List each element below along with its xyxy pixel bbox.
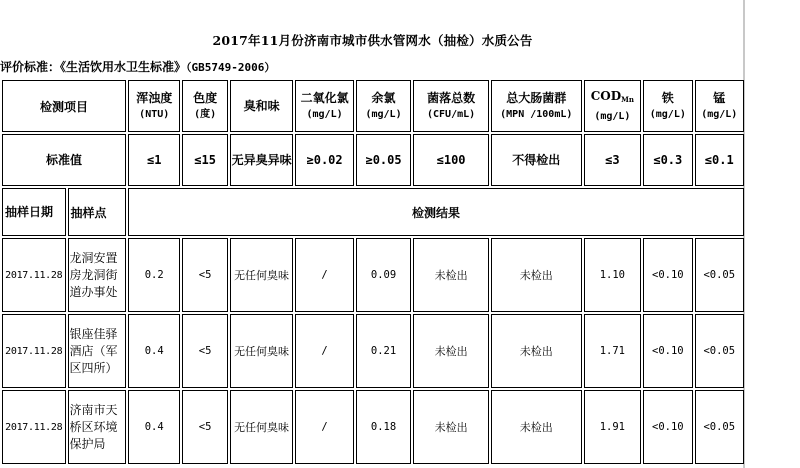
row-value: 未检出: [491, 390, 582, 464]
row-place: 龙洞安置房龙洞街道办事处: [68, 238, 127, 312]
row-value: <0.05: [695, 314, 744, 388]
header-col: CODMn (mg/L): [584, 80, 641, 132]
table-row: [2, 390, 744, 464]
row-value: 未检出: [491, 314, 582, 388]
row-value: 无任何臭味: [230, 390, 294, 464]
row-value: 0.18: [356, 390, 411, 464]
header-col: 铁 (mg/L): [643, 80, 692, 132]
row-value: 0.09: [356, 238, 411, 312]
header-col: 锰 (mg/L): [695, 80, 744, 132]
header-row: [2, 80, 744, 132]
row-value: 0.2: [128, 238, 180, 312]
row-value: <0.10: [643, 390, 692, 464]
page-title: 2017年11月份济南市城市供水管网水（抽检）水质公告: [212, 33, 533, 48]
sub-header-place: 抽样点: [68, 188, 127, 236]
water-quality-table: [0, 78, 746, 466]
table-row: [2, 314, 744, 388]
row-date: 2017.11.28: [2, 238, 66, 312]
sub-header-row: [2, 188, 744, 236]
standard-value: 不得检出: [491, 134, 582, 186]
sub-header-results: 检测结果: [128, 188, 744, 236]
row-value: 未检出: [491, 238, 582, 312]
standard-row-label: 标准值: [2, 134, 126, 186]
row-value: 未检出: [413, 238, 489, 312]
standard-value: 无异臭异味: [230, 134, 294, 186]
row-value: /: [295, 390, 353, 464]
header-col: 总大肠菌群 (MPN /100mL): [491, 80, 582, 132]
standard-value: ≤0.3: [643, 134, 692, 186]
row-value: 1.71: [584, 314, 641, 388]
row-value: <5: [182, 314, 227, 388]
row-value: /: [295, 314, 353, 388]
header-item: 检测项目: [2, 80, 126, 132]
standard-value: ≤1: [128, 134, 180, 186]
row-value: 1.91: [584, 390, 641, 464]
header-col: 臭和味: [230, 80, 294, 132]
row-value: <0.05: [695, 238, 744, 312]
row-value: <5: [182, 390, 227, 464]
row-value: 未检出: [413, 390, 489, 464]
header-col: 色度 (度): [182, 80, 227, 132]
row-value: 未检出: [413, 314, 489, 388]
row-date: 2017.11.28: [2, 314, 66, 388]
row-value: 1.10: [584, 238, 641, 312]
row-value: <0.05: [695, 390, 744, 464]
row-value: 无任何臭味: [230, 238, 294, 312]
standard-value: ≤15: [182, 134, 227, 186]
row-place: 济南市天桥区环境保护局: [68, 390, 127, 464]
row-value: 0.4: [128, 314, 180, 388]
evaluation-standard: [0, 58, 275, 75]
header-col: 浑浊度 (NTU): [128, 80, 180, 132]
sub-header-date: 抽样日期: [2, 188, 66, 236]
header-col: 余氯 (mg/L): [356, 80, 411, 132]
row-value: 0.21: [356, 314, 411, 388]
row-value: <0.10: [643, 314, 692, 388]
header-col: 菌落总数 (CFU/mL): [413, 80, 489, 132]
row-value: 0.4: [128, 390, 180, 464]
standard-row: [2, 134, 744, 186]
standard-value: ≥0.05: [356, 134, 411, 186]
standard-code: （GB5749-2006）: [186, 61, 276, 74]
row-place: 银座佳驿酒店（军区四所）: [68, 314, 127, 388]
header-col: 二氧化氯 (mg/L): [295, 80, 353, 132]
row-value: /: [295, 238, 353, 312]
row-value: <0.10: [643, 238, 692, 312]
standard-value: ≤3: [584, 134, 641, 186]
standard-value: ≤0.1: [695, 134, 744, 186]
standard-label: 评价标准：《生活饮用水卫生标准》: [0, 60, 187, 74]
row-value: 无任何臭味: [230, 314, 294, 388]
row-value: <5: [182, 238, 227, 312]
row-date: 2017.11.28: [2, 390, 66, 464]
standard-value: ≤100: [413, 134, 489, 186]
standard-value: ≥0.02: [295, 134, 353, 186]
table-row: [2, 238, 744, 312]
